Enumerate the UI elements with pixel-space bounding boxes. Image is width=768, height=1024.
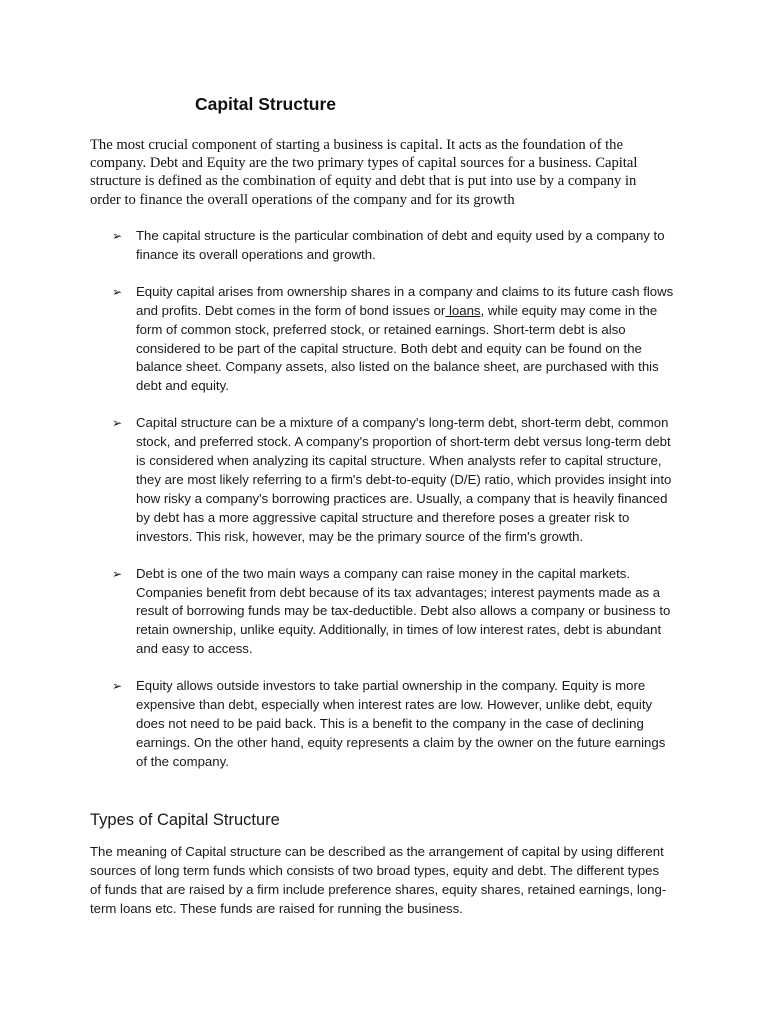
bullet-text: Capital structure can be a mixture of a company's long-term debt, short-term debt, common stock, and preferred stock. A company's proportion of short-term debt versus long-term debt is considered when analyzing its capital structure. When analysts refer to capital structure, they are most likely referring to a firm's debt-to-equity (D/E) ratio, which provides insight into how risky a company's borrowing practices are. Usually, a company that is heavily financed by debt has a more aggressive capital structure and therefore poses a greater risk to investors. This risk, however, may be the primary source of the firm's growth. xyxy=(136,415,672,544)
intro-paragraph: The most crucial component of starting a business is capital. It acts as the foundation of the company. Debt and Equity are the two primary types of capital sources for a business. Capital structure is defined as the combination of equity and debt that is put into use by a company in order to finance the overall operations of the company and for its growth xyxy=(90,137,638,208)
list-item xyxy=(110,677,678,772)
bullet-text: Equity capital arises from ownership shares in a company and claims to its future cash flows and profits. Debt comes in the form of bond issues or xyxy=(136,283,674,318)
bullet-text: , while equity may come in the form of common stock, preferred stock, or retained earnings. Short-term debt is also considered to be part of the capital structure. Both debt and equity can be found on the balance sheet. Company assets, also listed on the balance sheet, are purchased with this debt and equity. xyxy=(136,302,659,394)
list-item xyxy=(110,565,678,660)
list-item xyxy=(110,227,678,265)
section-heading: Types of Capital Structure xyxy=(90,811,280,829)
arrowhead-bullet-icon: ➢ xyxy=(112,679,123,694)
loans-link[interactable]: loans xyxy=(445,302,481,318)
arrowhead-bullet-icon: ➢ xyxy=(112,416,123,431)
bullet-list xyxy=(110,227,678,790)
list-item xyxy=(110,414,678,546)
arrowhead-bullet-icon: ➢ xyxy=(112,566,123,581)
list-item xyxy=(110,283,678,396)
section-paragraph: The meaning of Capital structure can be described as the arrangement of capital by using different sources of long term funds which consists of two broad types, equity and debt. The different types of funds that are raised by a firm include preference shares, equity shares, retained earnings, long-term loans etc. These funds are raised for running the business. xyxy=(90,844,667,916)
bullet-text: Debt is one of the two main ways a company can raise money in the capital markets. Companies benefit from debt because of its tax advantages; interest payments made as a result of borrowing funds may be tax-deductible. Debt also allows a company or business to retain ownership, unlike equity. Additionally, in times of low interest rates, debt is abundant and easy to access. xyxy=(136,565,671,657)
bullet-text: Equity allows outside investors to take partial ownership in the company. Equity is more expensive than debt, especially when interest rates are low. However, unlike debt, equity does not need to be paid back. This is a benefit to the company in the case of declining earnings. On the other hand, equity represents a claim by the owner on the future earnings of the company. xyxy=(136,678,666,769)
arrowhead-bullet-icon: ➢ xyxy=(112,229,123,243)
page-title: Capital Structure xyxy=(195,94,336,114)
arrowhead-bullet-icon: ➢ xyxy=(112,284,123,299)
bullet-text: The capital structure is the particular combination of debt and equity used by a company to finance its overall operations and growth. xyxy=(136,228,665,262)
